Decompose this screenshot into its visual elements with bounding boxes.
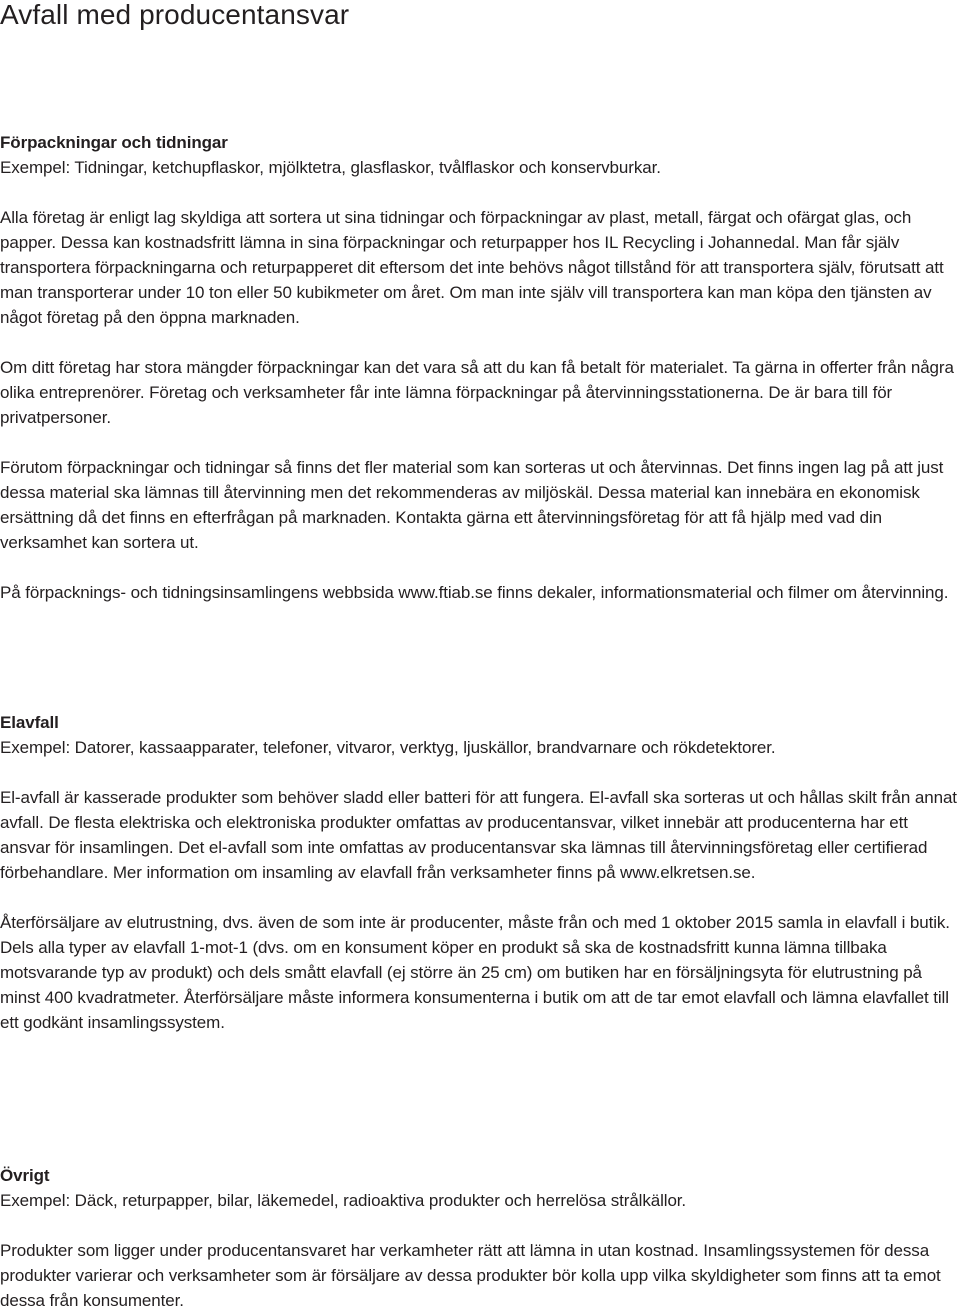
section-example: Exempel: Däck, returpapper, bilar, läkemedel, radioaktiva produkter och herrelösa strålkällor. bbox=[0, 1191, 687, 1210]
section-ovrigt bbox=[0, 1163, 958, 1313]
paragraph: Förutom förpackningar och tidningar så finns det fler material som kan sorteras ut och återvinnas. Det finns ingen lag på att just dessa material ska lämnas till återvinning men det rekommenderas av miljöskäl. Dessa material kan innebära en ekonomisk ersättning då det finns en efterfrågan på marknaden. Kontakta gärna ett återvinningsföretag för att få hjälp med vad din verksamhet kan sortera ut. bbox=[0, 458, 944, 552]
paragraph: Återförsäljare av elutrustning, dvs. även de som inte är producenter, måste från och med 1 oktober 2015 samla in elavfall i butik. Dels alla typer av elavfall 1-mot-1 (dvs. om en konsument köper en produkt så ska de kostnadsfritt kunna lämna tillbaka motsvarande typ av produkt) och dels smått elavfall (ej större än 25 cm) om butiken har en försäljningsyta för elutrustning på minst 400 kvadratmeter. Återförsäljare måste informera konsumenterna i butik om att de tar emot elavfall och lämna elavfallet till ett godkänt insamlingssystem. bbox=[0, 913, 950, 1032]
section-forpackningar bbox=[0, 130, 958, 605]
section-example: Exempel: Tidningar, ketchupflaskor, mjölktetra, glasflaskor, tvålflaskor och konservburkar. bbox=[0, 158, 661, 177]
section-heading: Övrigt bbox=[0, 1166, 50, 1185]
section-elavfall bbox=[0, 710, 958, 1035]
paragraph: El-avfall är kasserade produkter som behöver sladd eller batteri för att fungera. El-avfall ska sorteras ut och hållas skilt från annat avfall. De flesta elektriska och elektroniska produkter omfattas av producentansvar, vilket innebär att producenterna har ett ansvar för insamlingen. Det el-avfall som inte omfattas av producentansvar ska lämnas till återvinningsföretag eller certifierad förbehandlare. Mer information om insamling av elavfall från verksamheter finns på www.elkretsen.se. bbox=[0, 788, 957, 882]
paragraph: Alla företag är enligt lag skyldiga att sortera ut sina tidningar och förpackningar av plast, metall, färgat och ofärgat glas, och papper. Dessa kan kostnadsfritt lämna in sina förpackningar och returpapper hos IL Recycling i Johannedal. Man får själv transportera förpackningarna och returpapperet dit eftersom det inte behövs något tillstånd för att transportera själv, förutsatt att man transporterar under 10 ton eller 50 kubikmeter om året. Om man inte själv vill transportera kan man köpa den tjänsten av något företag på den öppna marknaden. bbox=[0, 208, 944, 327]
section-heading: Förpackningar och tidningar bbox=[0, 133, 228, 152]
page-title: Avfall med producentansvar bbox=[0, 0, 350, 30]
paragraph: På förpacknings- och tidningsinsamlingens webbsida www.ftiab.se finns dekaler, informationsmaterial och filmer om återvinning. bbox=[0, 583, 949, 602]
paragraph: Om ditt företag har stora mängder förpackningar kan det vara så att du kan få betalt för materialet. Ta gärna in offerter från några olika entreprenörer. Företag och verksamheter får inte lämna förpackningar på återvinningsstationerna. De är bara till för privatpersoner. bbox=[0, 358, 954, 427]
paragraph: Produkter som ligger under producentansvaret har verkamheter rätt att lämna in utan kostnad. Insamlingssystemen för dessa produkter varierar och verksamheter som är försäljare av dessa produkter bör kolla upp vilka skyldigheter som finns att ta emot dessa från konsumenter. bbox=[0, 1241, 941, 1310]
section-example: Exempel: Datorer, kassaapparater, telefoner, vitvaror, verktyg, ljuskällor, brandvarnare och rökdetektorer. bbox=[0, 738, 776, 757]
section-intro bbox=[0, 130, 958, 180]
section-heading: Elavfall bbox=[0, 713, 59, 732]
section-intro bbox=[0, 710, 958, 760]
section-intro bbox=[0, 1163, 958, 1213]
